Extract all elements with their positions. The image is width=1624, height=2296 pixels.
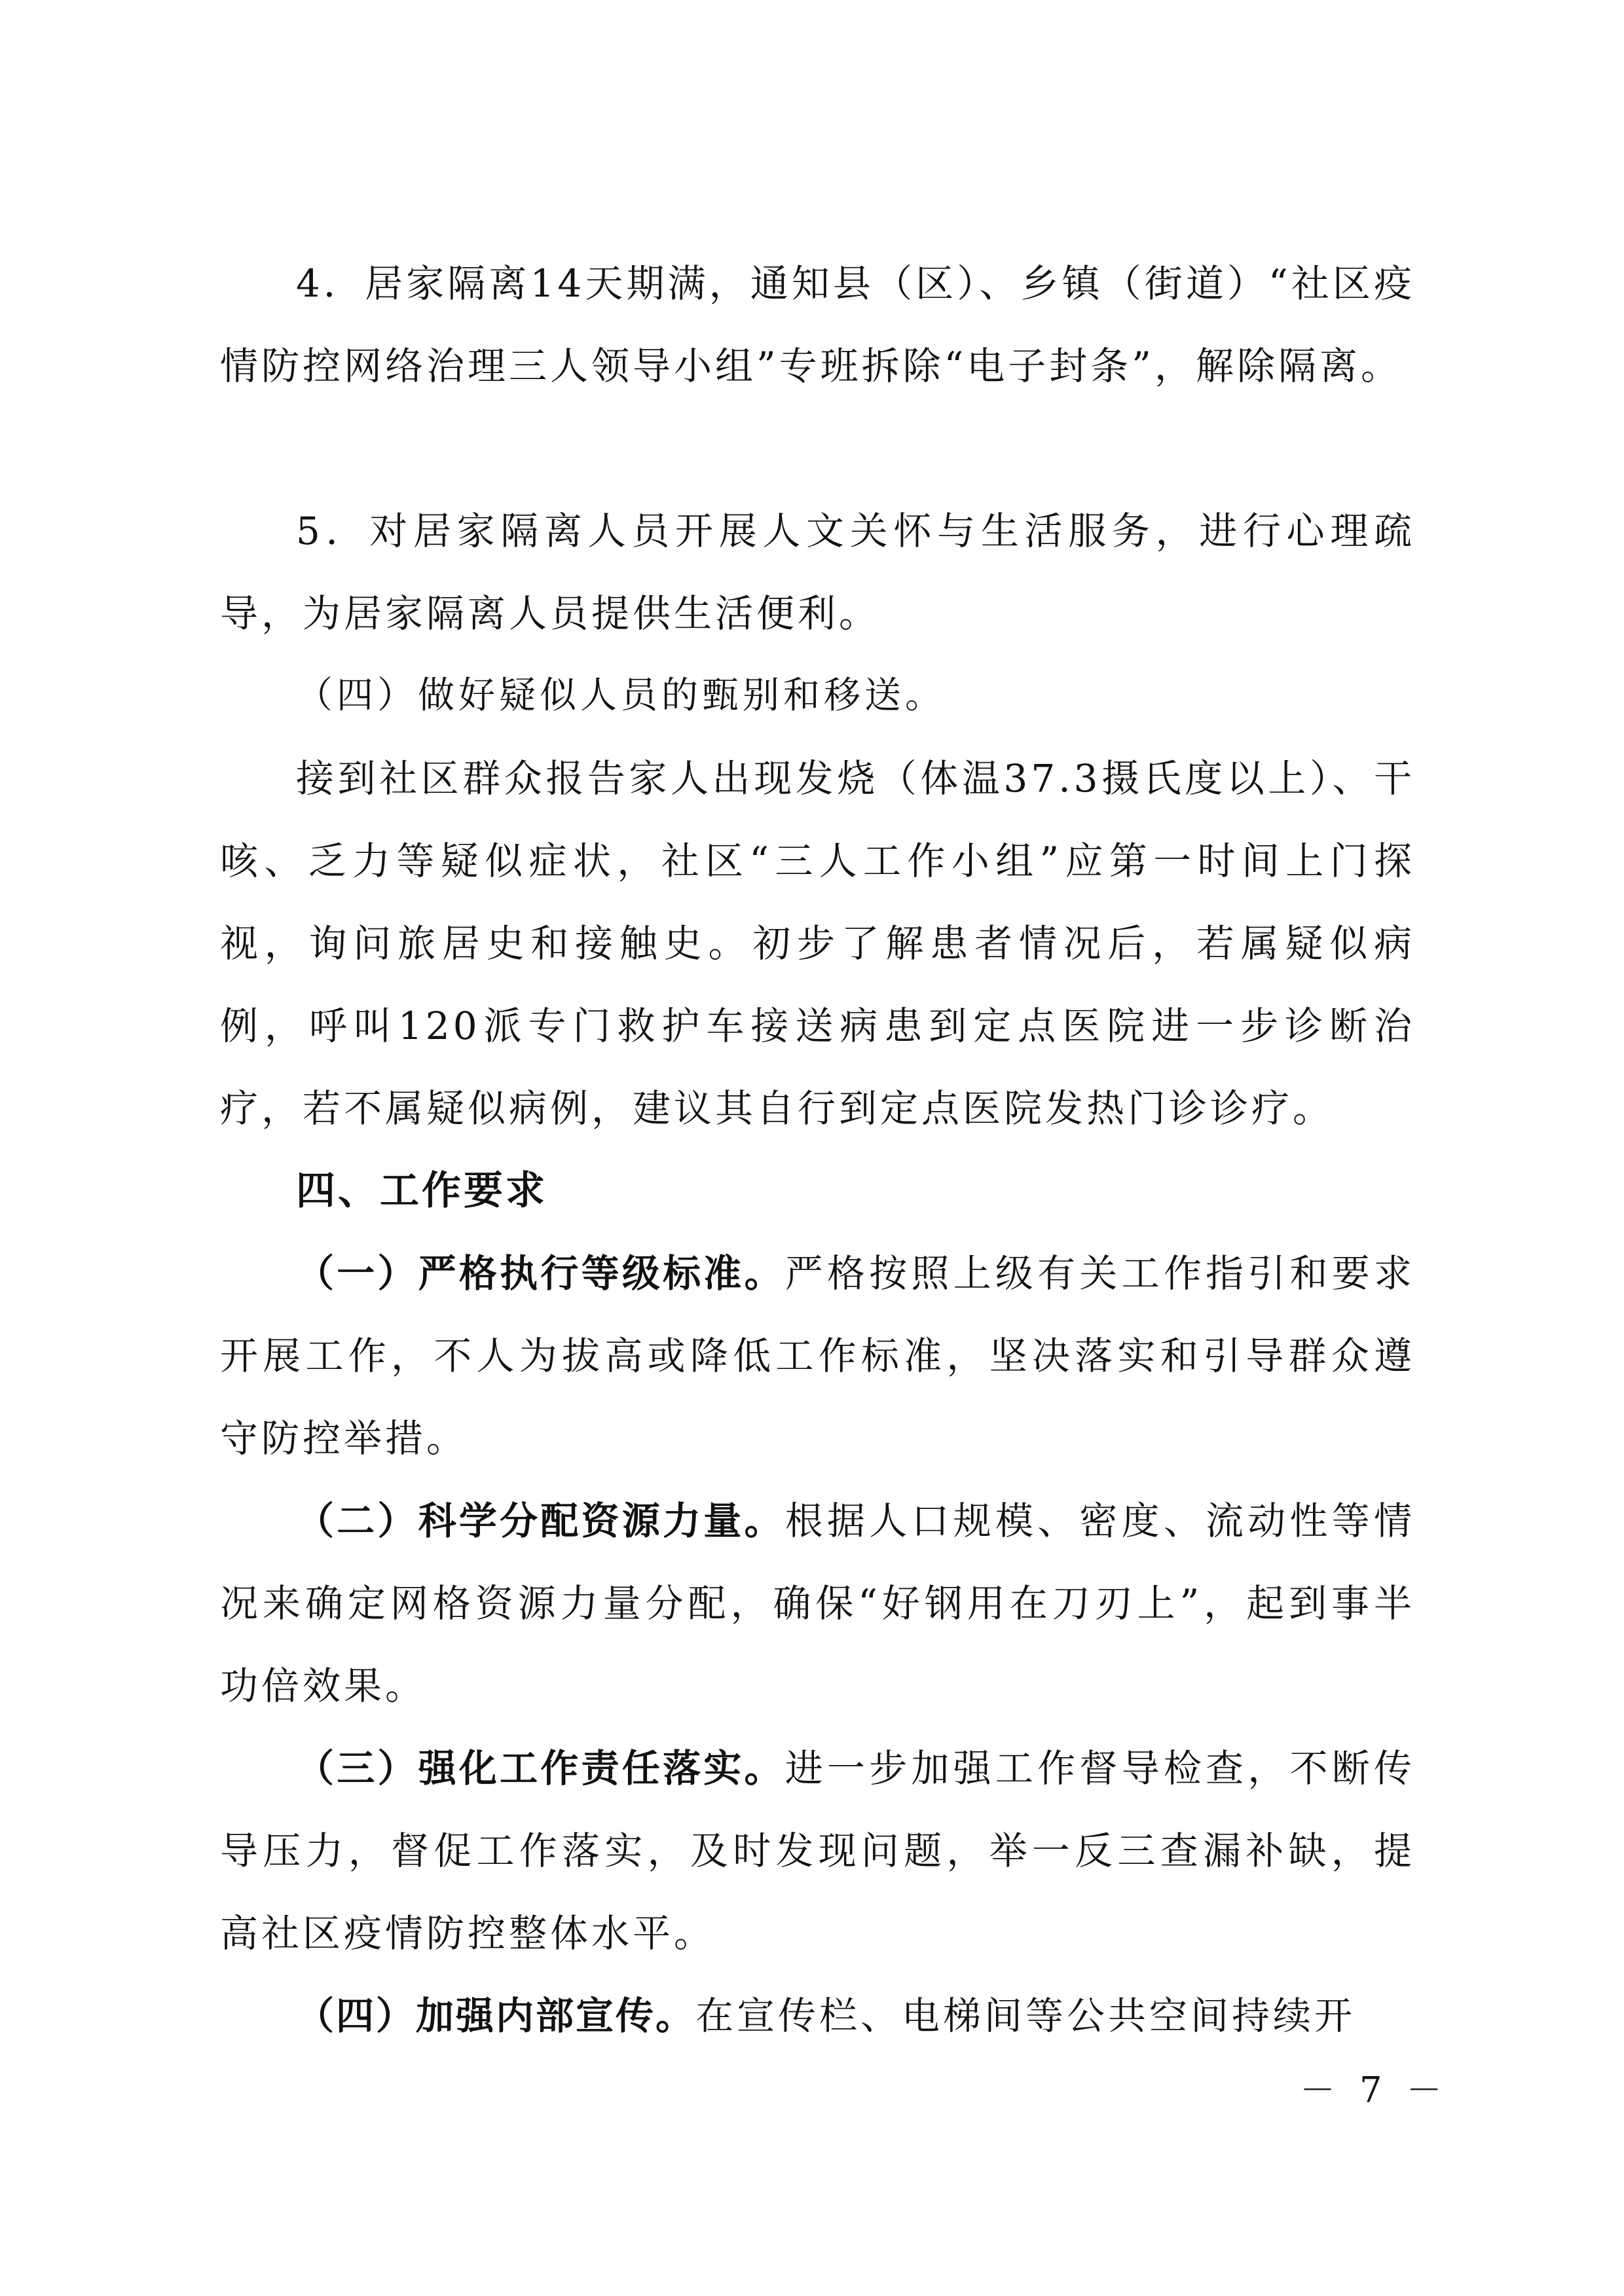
section-heading-work-requirements: 四、工作要求: [296, 1168, 547, 1214]
requirement-item-2-lead: （二）科学分配资源力量。: [296, 1499, 785, 1543]
requirement-item-1: [220, 1232, 1415, 1480]
requirement-item-1-body: 严格按照上级有关工作指引和要求开展工作，不人为拔高或降低工作标准，坚决落实和引导群众遵守防控举措。: [220, 1251, 1415, 1461]
requirement-item-3-body: 进一步加强工作督导检查，不断传导压力，督促工作落实，及时发现问题，举一反三查漏补缺，提高社区疫情防控整体水平。: [220, 1746, 1415, 1956]
requirement-item-4-lead: （四）加强内部宣传。: [296, 1994, 696, 2038]
requirement-item-2: [220, 1480, 1415, 1727]
requirement-item-4-body: 在宣传栏、电梯间等公共空间持续开: [695, 1994, 1356, 2038]
requirement-item-3-lead: （三）强化工作责任落实。: [296, 1746, 785, 1791]
page-number: － 7 －: [1300, 2069, 1449, 2111]
paragraph-release-isolation: 4．居家隔离14天期满，通知县（区）、乡镇（街道）“社区疫情防控网络治理三人领导小组”专班拆除“电子封条”，解除隔离。: [220, 261, 1415, 388]
requirement-item-1-lead: （一）严格执行等级标准。: [296, 1251, 785, 1296]
requirement-item-2-body: 根据人口规模、密度、流动性等情况来确定网格资源力量分配，确保“好钢用在刀刃上”，起到事半功倍效果。: [220, 1499, 1415, 1708]
subheading-suspected-screening: （四）做好疑似人员的甄别和移送。: [296, 674, 946, 717]
requirement-item-3: [220, 1727, 1415, 1975]
paragraph-care-service: 5．对居家隔离人员开展人文关怀与生活服务，进行心理疏导，为居家隔离人员提供生活便利。: [220, 509, 1415, 636]
requirement-item-4: [220, 1975, 1415, 2057]
paragraph-suspected-procedure: 接到社区群众报告家人出现发烧（体温37.3摄氏度以上）、干咳、乏力等疑似症状，社区“三人工作小组”应第一时间上门探视，询问旅居史和接触史。初步了解患者情况后，若属疑似病例，呼叫120派专门救护车接送病患到定点医院进一步诊断治疗，若不属疑似病例，建议其自行到定点医院发热门诊诊疗。: [220, 756, 1415, 1131]
